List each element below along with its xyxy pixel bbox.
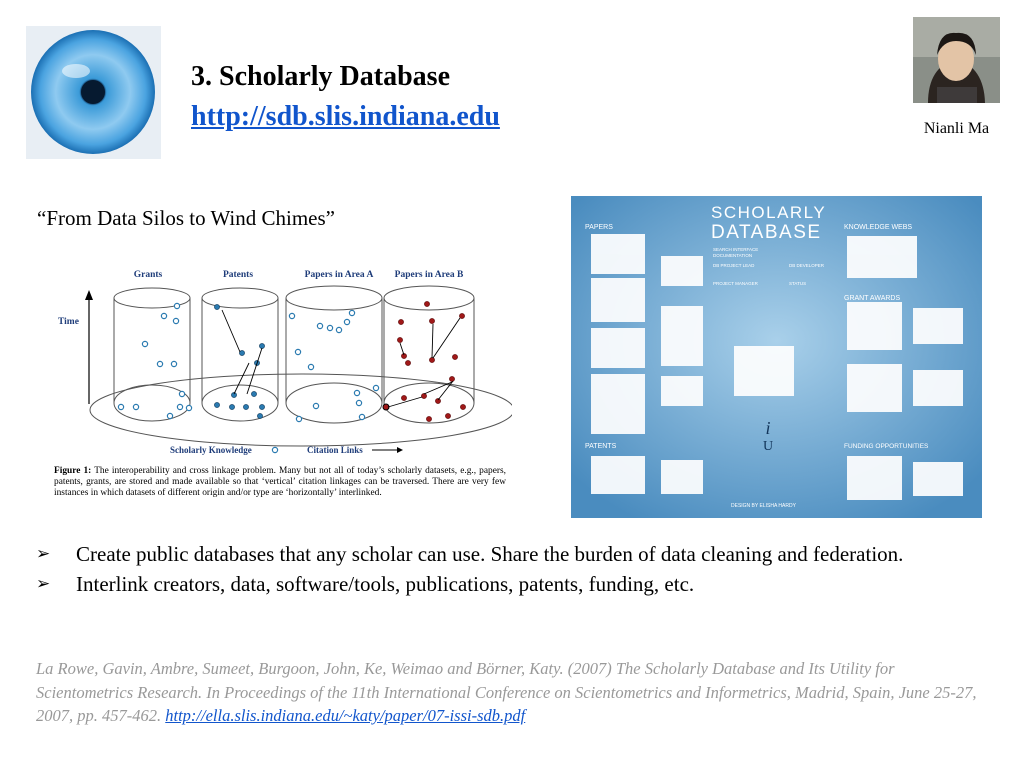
quote-text: “From Data Silos to Wind Chimes”	[37, 206, 335, 230]
poster-knowledge-webs: KNOWLEDGE WEBS	[844, 224, 913, 231]
logo-image	[26, 26, 161, 159]
poster-papers: PAPERS	[585, 224, 613, 231]
poster-db-developer: DB DEVELOPER	[789, 263, 825, 268]
list-item: ➢ Create public databases that any scholar can use. Share the burden of data cleaning and federation.	[36, 542, 904, 566]
svg-text:i: i	[765, 418, 771, 438]
poster-title-1: SCHOLARLY	[711, 203, 827, 222]
poster-funding: FUNDING OPPORTUNITIES	[844, 443, 929, 450]
legend-scholarly-knowledge: Scholarly Knowledge	[170, 445, 252, 455]
bullet-list	[36, 543, 986, 603]
poster-project-manager: PROJECT MANAGER	[713, 281, 758, 286]
poster-documentation: DOCUMENTATION	[713, 253, 753, 258]
paper-pdf-link[interactable]: http://ella.slis.indiana.edu/~katy/paper/07-issi-sdb.pdf	[165, 706, 526, 725]
label-grants: Grants	[133, 270, 163, 280]
label-time: Time	[58, 317, 79, 327]
bullet-arrow-icon: ➢	[36, 544, 51, 563]
list-item: ➢ Interlink creators, data, software/tools, publications, patents, funding, etc.	[36, 572, 695, 596]
poster-project-lead: DB PROJECT LEAD	[713, 263, 755, 268]
poster-design-credit: DESIGN BY ELISHA HARDY	[731, 503, 796, 509]
label-papers-a: Papers in Area A	[304, 270, 374, 280]
database-url-link[interactable]: http://sdb.slis.indiana.edu	[191, 101, 500, 132]
person-photo	[913, 17, 1000, 103]
bullet-arrow-icon: ➢	[36, 574, 51, 593]
legend-citation-links: Citation Links	[307, 445, 363, 455]
person-name: Nianli Ma	[923, 120, 990, 137]
slide-title: 3. Scholarly Database	[191, 61, 450, 92]
citation: La Rowe, Gavin, Ambre, Sumeet, Burgoon, John, Ke, Weimao and Börner, Katy. (2007) The Scholarly Database and Its Utility for Scientometrics Research. In Proceedings of the 11th International Conference on Scientometrics and Informetrics, Madrid, Spain, June 25-27, 2007, pp. 457-462. http://ella.slis.indiana.edu/~katy/paper/07-issi-sdb.pdf	[36, 659, 977, 725]
figure-caption: Figure 1: The interoperability and cross linkage problem. Many but not all of today’s scholarly datasets, e.g., papers, patents, grants, are stored and made available so that ‘vertical’ citation linkages can be traversed. There are very few instances in which datasets of different origin and/or type are ‘horizontally’ interlinked.	[54, 466, 506, 499]
scholarly-database-poster	[571, 196, 982, 518]
poster-grant-awards: GRANT AWARDS	[844, 295, 901, 302]
poster-title-2: DATABASE	[711, 222, 822, 243]
poster-patents: PATENTS	[585, 443, 617, 450]
poster-status: STATUS	[789, 281, 807, 286]
label-papers-b: Papers in Area B	[394, 270, 464, 280]
label-patents: Patents	[222, 270, 254, 280]
svg-text:U: U	[762, 439, 774, 454]
poster-search-interface: SEARCH INTERFACE	[713, 247, 759, 252]
